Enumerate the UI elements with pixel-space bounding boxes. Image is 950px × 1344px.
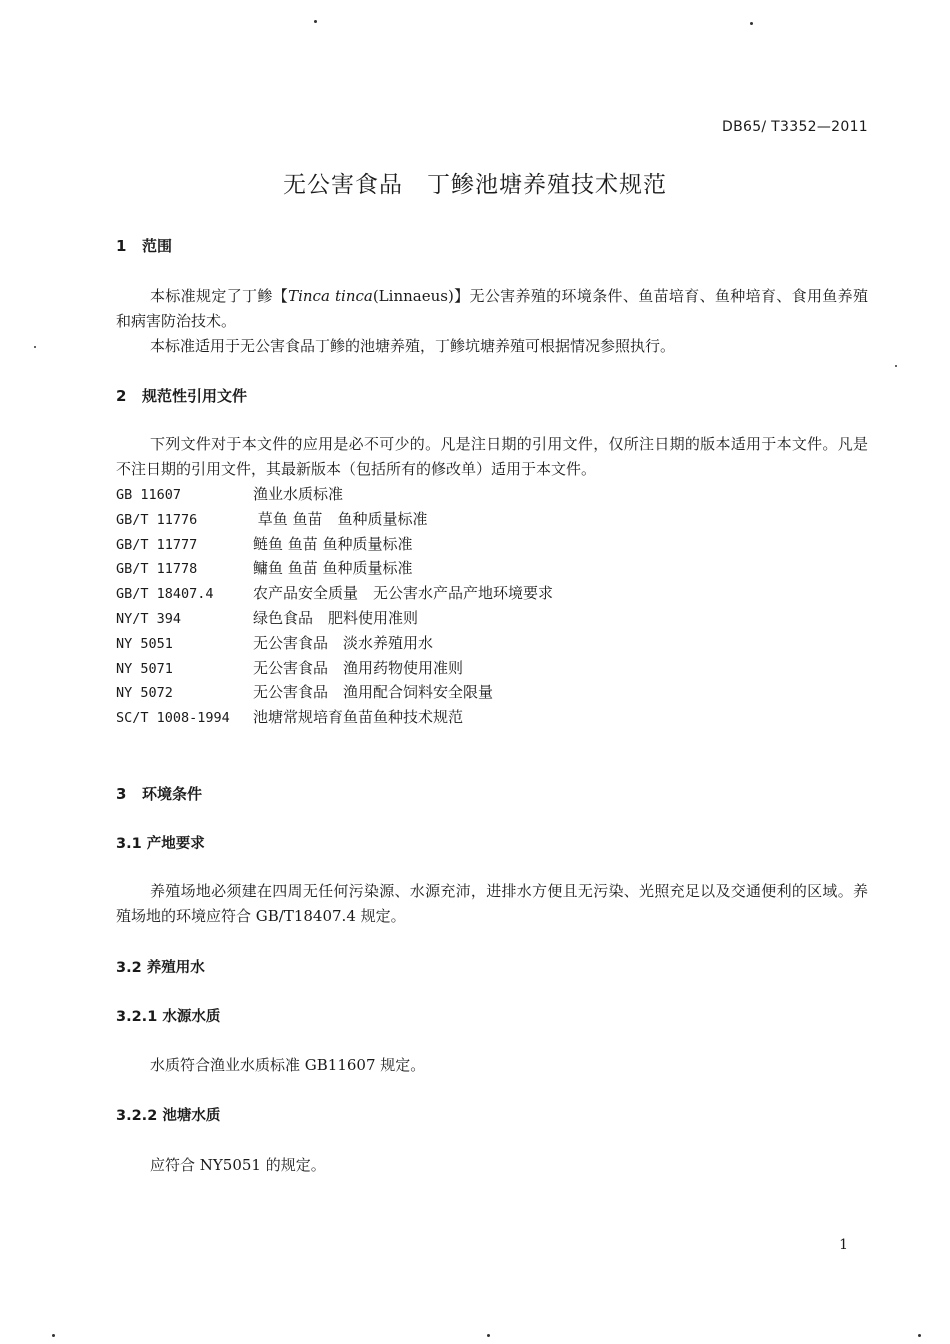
reference-title: 无公害食品 渔用配合饲料安全限量 (253, 683, 494, 702)
reference-row (116, 680, 553, 705)
reference-title: 农产品安全质量 无公害水产品产地环境要求 (253, 584, 554, 603)
section-title: 范围 (142, 237, 173, 255)
reference-code: GB/T 11776 (116, 511, 198, 528)
section-title: 规范性引用文件 (142, 387, 248, 405)
reference-title: 草鱼 鱼苗 鱼种质量标准 (253, 509, 428, 528)
reference-code: NY/T 394 (116, 610, 182, 627)
reference-row (116, 556, 553, 581)
reference-code: GB/T 18407.4 (116, 586, 214, 603)
reference-title: 鲢鱼 鱼苗 鱼种质量标准 (253, 534, 413, 553)
subsection-3-2-2-paragraph: 应符合 NY5051 的规定。 (150, 1156, 326, 1174)
reference-code: NY 5051 (116, 635, 173, 652)
reference-row (116, 606, 553, 631)
subsection-3-2-1-heading: 3.2.1 水源水质 (116, 1009, 221, 1025)
scan-speck (487, 1334, 490, 1337)
scan-speck (918, 1334, 921, 1337)
section-number: 3 (116, 785, 127, 803)
subsection-3-2-1-paragraph: 水质符合渔业水质标准 GB11607 规定。 (150, 1056, 426, 1074)
text-run: (Linnaeus)】无公害养殖的环境条件、鱼苗培育、鱼种培育、食用鱼养殖和病害防治技术。 (116, 287, 868, 330)
subsection-3-1-paragraph: 养殖场地必须建在四周无任何污染源、水源充沛，进排水方便且无污染、光照充足以及交通便利的区域。养殖场地的环境应符合 GB/T18407.4 规定。 (116, 882, 868, 925)
section-1-paragraph-2: 本标准适用于无公害食品丁鲹的池塘养殖，丁鲹坑塘养殖可根据情况参照执行。 (150, 337, 676, 355)
section-number: 2 (116, 387, 127, 405)
document-title: 无公害食品 丁鲹池塘养殖技术规范 (283, 172, 667, 198)
reference-row (116, 631, 553, 656)
reference-row (116, 656, 553, 681)
reference-code: SC/T 1008-1994 (116, 710, 230, 727)
subsection-3-2-heading: 3.2 养殖用水 (116, 960, 205, 976)
document-number: DB65/ T3352—2011 (722, 119, 868, 135)
reference-code: GB/T 11778 (116, 561, 198, 578)
section-2-heading (116, 385, 247, 406)
page-number: 1 (839, 1237, 848, 1253)
section-1-heading (116, 235, 172, 256)
scan-speck (52, 1334, 55, 1337)
reference-row (116, 482, 553, 507)
scan-speck (34, 346, 36, 348)
reference-row (116, 581, 553, 606)
reference-title: 绿色食品 肥料使用准则 (253, 608, 419, 627)
subsection-3-1-heading: 3.1 产地要求 (116, 836, 205, 852)
scan-speck (314, 20, 317, 23)
section-3-heading (116, 783, 202, 804)
reference-title: 渔业水质标准 (253, 485, 344, 503)
reference-row (116, 532, 553, 557)
scan-speck (750, 22, 753, 25)
section-title: 环境条件 (142, 785, 203, 803)
section-1-paragraph-1 (116, 284, 868, 334)
reference-row (116, 705, 553, 730)
reference-title: 无公害食品 淡水养殖用水 (253, 633, 434, 652)
reference-code: GB/T 11777 (116, 536, 198, 553)
reference-list (116, 482, 553, 730)
reference-title: 池塘常规培育鱼苗鱼种技术规范 (253, 708, 464, 727)
section-number: 1 (116, 237, 127, 255)
reference-title: 鳙鱼 鱼苗 鱼种质量标准 (253, 559, 413, 578)
reference-code: NY 5072 (116, 685, 173, 702)
text-run: 本标准规定了丁鲹【 (150, 287, 289, 305)
scientific-name: Tinca tinca (288, 287, 373, 305)
section-2-paragraph-1: 下列文件对于本文件的应用是必不可少的。凡是注日期的引用文件，仅所注日期的版本适用于本文件。凡是不注日期的引用文件，其最新版本（包括所有的修改单）适用于本文件。 (116, 435, 868, 478)
reference-row (116, 507, 553, 532)
subsection-3-2-2-heading: 3.2.2 池塘水质 (116, 1108, 221, 1124)
reference-code: GB 11607 (116, 487, 182, 503)
reference-code: NY 5071 (116, 660, 173, 677)
scan-speck (895, 365, 897, 367)
reference-title: 无公害食品 渔用药物使用准则 (253, 658, 464, 677)
